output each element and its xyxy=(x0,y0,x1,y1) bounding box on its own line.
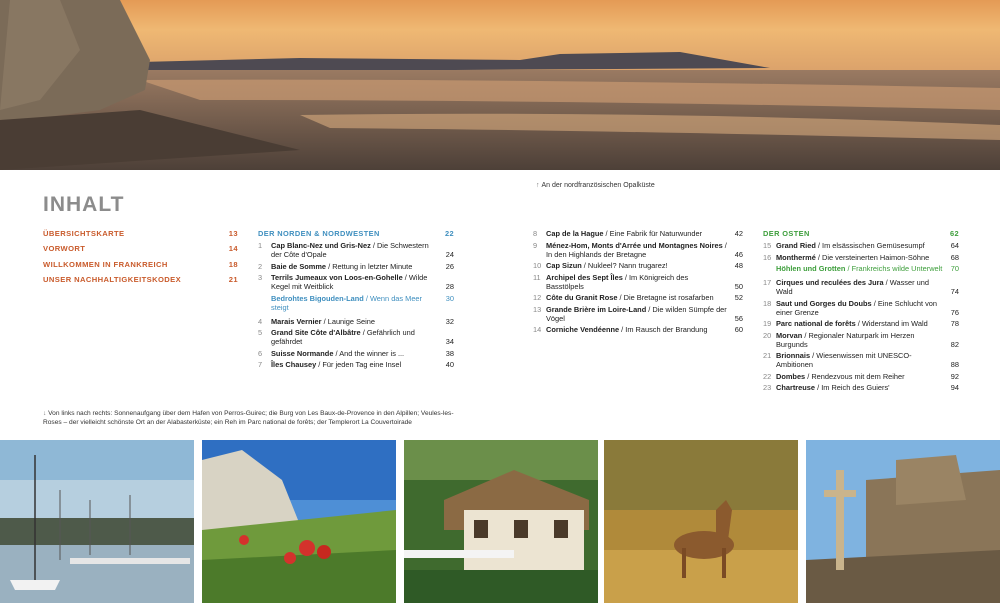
arrow-up-icon: ↑ xyxy=(536,182,540,189)
toc-entry[interactable]: 14 Corniche Vendéenne / Im Rausch der Brandung 60 xyxy=(533,325,743,334)
toc-entry[interactable]: 19 Parc national de forêts / Widerstand im Wald 78 xyxy=(763,319,959,328)
photo-castle-poppies xyxy=(202,440,396,603)
toc-entry[interactable]: 18 Saut und Gorges du Doubs / Eine Schlucht von einer Grenze 76 xyxy=(763,298,959,317)
section-heading-east[interactable]: DER OSTEN 62 xyxy=(763,229,959,238)
toc-entry[interactable]: 2 Baie de Somme / Rettung in letzter Minute 26 xyxy=(258,261,454,271)
toc-entry[interactable]: 23 Chartreuse / Im Reich des Guiers' 94 xyxy=(763,383,959,392)
toc-entry[interactable]: 8 Cap de la Hague / Eine Fabrik für Naturwunder 42 xyxy=(533,229,743,238)
toc-entry[interactable]: 17 Cirques und reculées des Jura / Wasser und Wald 74 xyxy=(763,278,959,296)
toc-item-nachhaltigkeitskodex[interactable]: UNSER NACHHALTIGKEITSKODEX 21 xyxy=(43,275,238,285)
toc-entry[interactable]: 7 Îles Chausey / Für jeden Tag eine Insel 40 xyxy=(258,360,454,369)
toc-entry[interactable]: 12 Côte du Granit Rose / Die Bretagne ist rosafarben 52 xyxy=(533,293,743,302)
toc-item-willkommen[interactable]: WILLKOMMEN IN FRANKREICH 18 xyxy=(43,259,238,269)
toc-item-uebersichtskarte[interactable]: ÜBERSICHTSKARTE 13 xyxy=(43,229,238,238)
toc-entry[interactable]: 22 Dombes / Rendezvous mit dem Reiher 92 xyxy=(763,371,959,381)
toc-entry[interactable]: 13 Grande Brière im Loire-Land / Die wilden Sümpfe der Vögel 56 xyxy=(533,304,743,323)
toc-entry[interactable]: 3 Terrils Jumeaux von Loos-en-Gohelle / Wilde Kegel mit Weitblick 28 xyxy=(258,273,454,291)
page-title: INHALT xyxy=(43,193,125,216)
photo-harbor xyxy=(0,440,194,603)
toc-special-entry[interactable]: Bedrohtes Bigouden-Land / Wenn das Meer steigt 30 xyxy=(271,293,454,312)
caption-bottom: ↓ Von links nach rechts: Sonnenaufgang über dem Hafen von Perros-Guirec; die Burg von Les Baux-de-Provence in den Alpillen; Veules-les-Roses – der vielleicht schönste Ort an der Alabasterküste; ein Reh im Parc national de forêts; der Templerort La Couvertoirade xyxy=(43,410,454,426)
section-heading-north[interactable]: DER NORDEN & NORDWESTEN 22 xyxy=(258,229,454,238)
hero-photo xyxy=(0,0,1000,170)
east-section xyxy=(763,229,959,395)
toc-entry[interactable]: 11 Archipel des Sept Îles / Im Königreich des Basstölpels 50 xyxy=(533,272,743,291)
north-section xyxy=(258,229,454,372)
toc-special-entry[interactable]: Höhlen und Grotten / Frankreichs wilde Unterwelt 70 xyxy=(776,264,959,273)
caption-top: ↑ An der nordfranzösischen Opalküste xyxy=(536,182,655,189)
arrow-down-icon: ↓ xyxy=(43,410,47,417)
toc-entry[interactable]: 20 Morvan / Regionaler Naturpark im Herzen Burgunds 82 xyxy=(763,330,959,349)
toc-entry[interactable]: 21 Brionnais / Wiesenwissen mit UNESCO-Ambitionen 88 xyxy=(763,351,959,369)
photo-deer xyxy=(604,440,798,603)
toc-item-vorwort[interactable]: VORWORT 14 xyxy=(43,244,238,254)
toc-entry[interactable]: 6 Suisse Normande / And the winner is ... 38 xyxy=(258,348,454,358)
toc-entry[interactable]: 9 Ménez-Hom, Monts d'Arrée und Montagnes Noires / In den Highlands der Bretagne 46 xyxy=(533,240,743,259)
toc-entry[interactable]: 5 Grand Site Côte d'Albâtre / Gefährlich und gefährdet 34 xyxy=(258,328,454,346)
misc-list xyxy=(43,229,238,291)
north-section-continued xyxy=(533,229,743,337)
photo-la-couvertoirade xyxy=(806,440,1000,603)
toc-entry[interactable]: 15 Grand Ried / Im elsässischen Gemüsesumpf 64 xyxy=(763,241,959,250)
toc-entry[interactable]: 10 Cap Sizun / Nukleel? Nann trugarez! 48 xyxy=(533,261,743,270)
photo-veules-les-roses xyxy=(404,440,598,603)
toc-entry[interactable]: 16 Monthermé / Die versteinerten Haimon-Söhne 68 xyxy=(763,252,959,262)
toc-entry[interactable]: 1 Cap Blanc-Nez und Gris-Nez / Die Schwestern der Côte d'Opale 24 xyxy=(258,241,454,259)
toc-entry[interactable]: 4 Marais Vernier / Launige Seine 32 xyxy=(258,316,454,326)
